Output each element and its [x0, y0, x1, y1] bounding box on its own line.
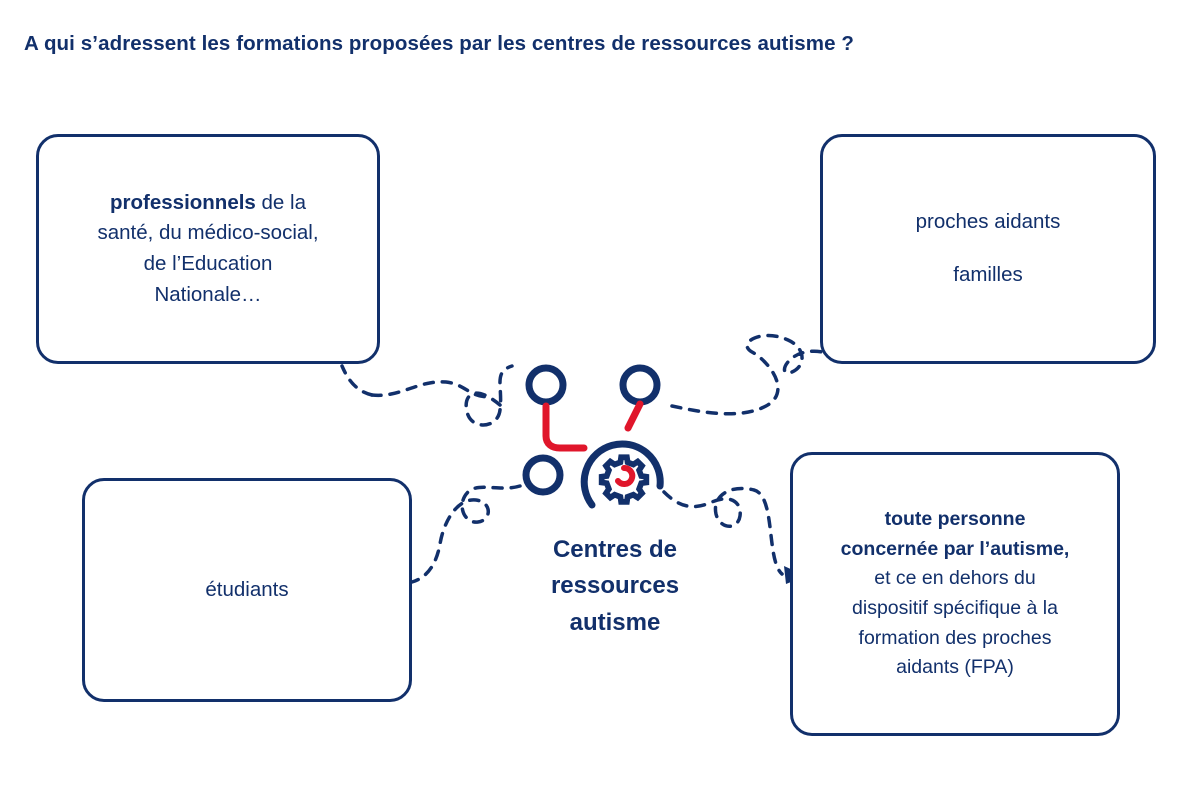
page-title: A qui s’adressent les formations proposées par les centres de ressources autisme ? [24, 32, 855, 55]
card-toute-personne [790, 452, 1120, 736]
card-proches-aidants-line1: proches aidants [915, 210, 1061, 234]
center-node-label-line3: autisme [569, 608, 661, 636]
card-etudiants-line1: étudiants [205, 578, 289, 601]
card-professionnels-bold: professionnels [110, 190, 256, 214]
card-proches-aidants [820, 134, 1156, 364]
card-toute-personne-line6: aidants (FPA) [896, 656, 1014, 679]
card-toute-personne-line4: dispositif spécifique à la [852, 597, 1058, 619]
people-gear-icon [526, 368, 660, 505]
card-toute-personne-bold2: concernée par l’autisme, [840, 537, 1070, 560]
card-toute-personne-line5: formation des proches [858, 626, 1052, 649]
center-node-label-line1: Centres de [552, 536, 678, 563]
card-etudiants [82, 478, 412, 702]
card-professionnels [36, 134, 380, 364]
card-professionnels-line4: Nationale… [154, 282, 262, 306]
card-toute-personne-bold1: toute personne [884, 508, 1026, 531]
center-node-label [500, 532, 730, 641]
center-node-label-line2: ressources [550, 572, 680, 600]
card-proches-aidants-line2: familles [953, 263, 1023, 286]
card-professionnels-line3: de l’Education [143, 252, 273, 275]
card-toute-personne-line3: et ce en dehors du [874, 567, 1036, 590]
card-professionnels-line1-rest: de la [255, 190, 306, 214]
card-professionnels-line2: santé, du médico-social, [97, 221, 319, 245]
